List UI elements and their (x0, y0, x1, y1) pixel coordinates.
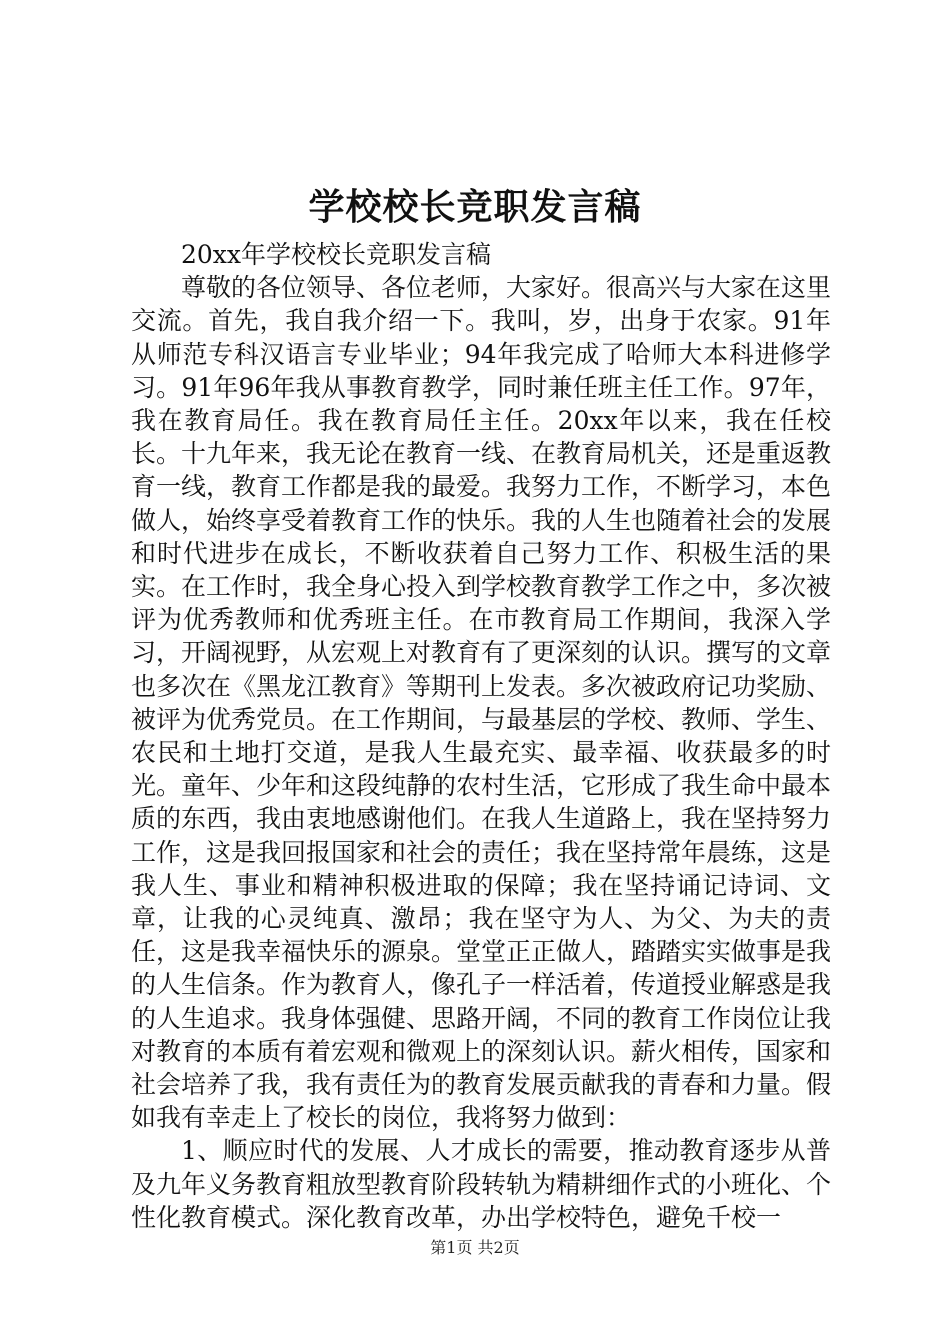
document-title: 学校校长竞职发言稿 (308, 186, 642, 228)
subtitle-paragraph: 20xx年学校校长竞职发言稿 (181, 240, 492, 269)
point-one-paragraph: 1、顺应时代的发展、人才成长的需要，推动教育逐步从普及九年义务教育粗放型教育阶段转轨为精耕细作式的小班化、个性化教育模式。深化教育改革，办出学校特色，避免千校一 (131, 1136, 832, 1232)
document-body (131, 238, 831, 1234)
page-number-footer: 第1页 共2页 (430, 1238, 520, 1257)
intro-paragraph: 尊敬的各位领导、各位老师，大家好。很高兴与大家在这里交流。首先，我自我介绍一下。我叫，岁，出身于农家。91年从师范专科汉语言专业毕业；94年我完成了哈师大本科进修学习。91年96年我从事教育教学，同时兼任班主任工作。97年，我在教育局任。我在教育局任主任。20xx年以来，我在任校长。十九年来，我无论在教育一线、在教育局机关，还是重返教育一线，教育工作都是我的最爱。我努力工作，不断学习，本色做人，始终享受着教育工作的快乐。我的人生也随着社会的发展和时代进步在成长，不断收获着自己努力工作、积极生活的果实。在工作时，我全身心投入到学校教育教学工作之中，多次被评为优秀教师和优秀班主任。在市教育局工作期间，我深入学习，开阔视野，从宏观上对教育有了更深刻的认识。撰写的文章也多次在《黑龙江教育》等期刊上发表。多次被政府记功奖励、被评为优秀党员。在工作期间，与最基层的学校、教师、学生、农民和土地打交道，是我人生最充实、最幸福、收获最多的时光。童年、少年和这段纯静的农村生活，它形成了我生命中最本质的东西，我由衷地感谢他们。在我人生道路上，我在坚持努力工作，这是我回报国家和社会的责任；我在坚持常年晨练，这是我人生、事业和精神积极进取的保障；我在坚持诵记诗词、文章，让我的心灵纯真、激昂；我在坚守为人、为父、为夫的责任，这是我幸福快乐的源泉。堂堂正正做人，踏踏实实做事是我的人生信条。作为教育人，像孔子一样活着，传道授业解惑是我的人生追求。我身体强健、思路开阔，不同的教育工作岗位让我对教育的本质有着宏观和微观上的深刻认识。薪火相传，国家和社会培养了我，我有责任为的教育发展贡献我的青春和力量。假如我有幸走上了校长的岗位，我将努力做到： (131, 273, 832, 1133)
